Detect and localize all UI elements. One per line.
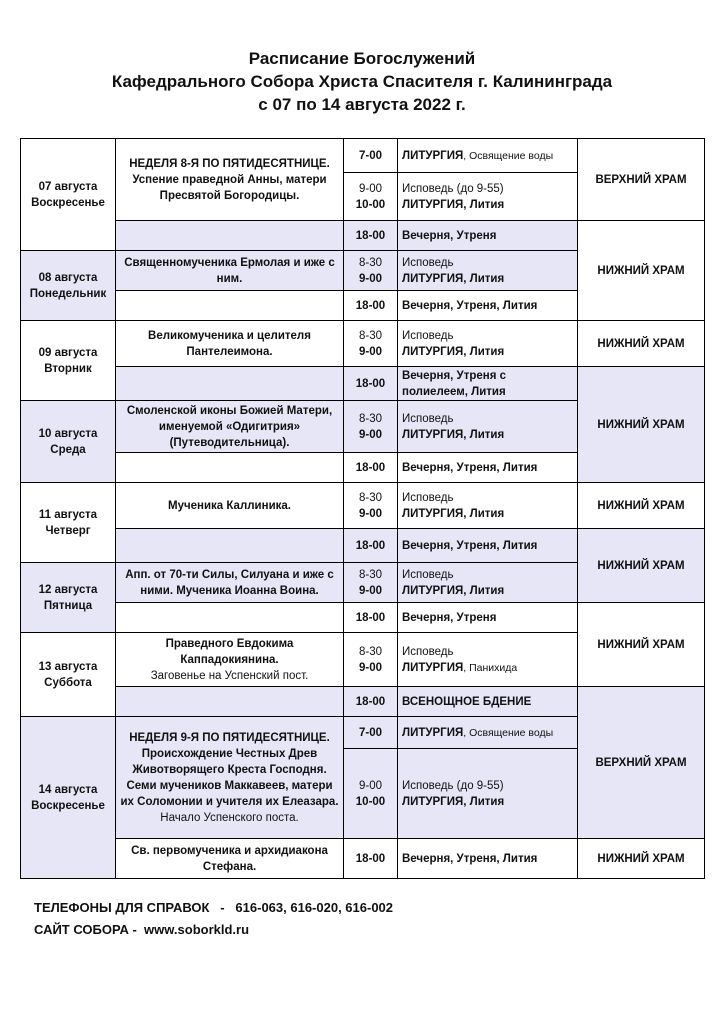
service-line-b: ЛИТУРГИЯ, Лития [402, 345, 505, 358]
day-weekday: Четверг [45, 524, 91, 537]
service-time [344, 563, 398, 603]
place-cell: НИЖНИЙ ХРАМ [578, 839, 705, 879]
site-line: САЙТ СОБОРА - www.soborkld.ru [34, 922, 250, 937]
place-cell: НИЖНИЙ ХРАМ [578, 367, 705, 483]
day-date: 11 августа [38, 508, 98, 521]
feast-note: Заговенье на Успенский пост. [150, 669, 309, 682]
day-date: 12 августа [38, 583, 98, 596]
time-b: 9-00 [358, 507, 383, 520]
service-time: 18-00 [344, 529, 398, 563]
feast-cell: Св. первомученика и архидиакона Стефана. [116, 839, 344, 879]
place-cell: НИЖНИЙ ХРАМ [578, 529, 705, 603]
feast-cell: Великомученика и целителя Пантелеимона. [116, 321, 344, 367]
service-line-b: ЛИТУРГИЯ, Лития [402, 428, 505, 441]
service-time: 18-00 [344, 839, 398, 879]
service-time [344, 321, 398, 367]
service-extra: , Освящение воды [463, 149, 554, 162]
service-line-a: Исповедь [402, 568, 454, 581]
service-title: ЛИТУРГИЯ [402, 661, 464, 674]
place-cell: НИЖНИЙ ХРАМ [578, 603, 705, 687]
phones-line: ТЕЛЕФОНЫ ДЛЯ СПРАВОК - 616-063, 616-020, 616-002 [34, 900, 394, 915]
time-b: 10-00 [355, 795, 386, 808]
title-line-2: Кафедрального Собора Христа Спасителя г. Калининграда [111, 72, 613, 91]
time-b: 9-00 [358, 428, 383, 441]
place-cell: НИЖНИЙ ХРАМ [578, 321, 705, 367]
day-weekday: Суббота [44, 676, 92, 689]
place-cell: ВЕРХНИЙ ХРАМ [578, 139, 705, 221]
day-cell [21, 139, 116, 251]
time-a: 8-30 [358, 491, 383, 504]
day-cell [21, 251, 116, 321]
service-line-a: Исповедь (до 9-55) [402, 182, 504, 195]
feast-text: Происхождение Честных Древ Животворящего Креста Господня. Семи мучеников Маккавеев, матери их Соломонии и учителя их Елеазара. [120, 747, 339, 808]
time-b: 9-00 [358, 584, 383, 597]
feast-cell: Апп. от 70-ти Силы, Силуана и иже с ними. Мученика Иоанна Воина. [116, 563, 344, 603]
feast-text: Праведного Евдокима Каппадокиянина. [165, 637, 294, 666]
feast-cell-empty [116, 687, 344, 717]
day-cell [21, 483, 116, 563]
feast-cell-empty [116, 221, 344, 251]
service-time: 7-00 [344, 139, 398, 173]
day-cell [21, 717, 116, 879]
feast-cell: Смоленской иконы Божией Матери, именуемой «Одигитрия» (Путеводительница). [116, 401, 344, 453]
feast-cell [116, 633, 344, 687]
service-name: Вечерня, Утреня, Лития [398, 453, 578, 483]
service-name [398, 251, 578, 291]
day-weekday: Воскресенье [31, 196, 105, 209]
feast-cell: Мученика Каллиника. [116, 483, 344, 529]
service-line-a: Исповедь [402, 329, 454, 342]
service-time [344, 173, 398, 221]
service-name [398, 401, 578, 453]
service-title: ЛИТУРГИЯ [402, 149, 464, 162]
service-line-a: Исповедь [402, 645, 454, 658]
service-line-b: ЛИТУРГИЯ, Лития [402, 584, 505, 597]
time-a: 9-00 [358, 182, 383, 195]
time-a: 8-30 [358, 256, 383, 269]
feast-title: НЕДЕЛЯ 9-Я ПО ПЯТИДЕСЯТНИЦЕ. [129, 731, 330, 744]
place-cell: НИЖНИЙ ХРАМ [578, 483, 705, 529]
feast-cell-empty [116, 529, 344, 563]
service-name: Вечерня, Утреня, Лития [398, 291, 578, 321]
service-line-a: Исповедь (до 9-55) [402, 779, 504, 792]
footer [34, 897, 393, 941]
service-name: Вечерня, Утреня [398, 221, 578, 251]
time-b: 10-00 [355, 198, 386, 211]
service-name [398, 749, 578, 839]
service-time: 18-00 [344, 291, 398, 321]
day-date: 14 августа [38, 783, 98, 796]
day-date: 09 августа [38, 346, 98, 359]
place-cell: ВЕРХНИЙ ХРАМ [578, 687, 705, 839]
service-line-b: ЛИТУРГИЯ, Лития [402, 795, 505, 808]
service-line-b: ЛИТУРГИЯ, Лития [402, 198, 505, 211]
service-time [344, 401, 398, 453]
service-line-b: ЛИТУРГИЯ, Лития [402, 272, 505, 285]
feast-cell-empty [116, 291, 344, 321]
day-weekday: Понедельник [29, 287, 107, 300]
day-date: 08 августа [38, 271, 98, 284]
service-title: ЛИТУРГИЯ [402, 726, 464, 739]
day-weekday: Пятница [43, 599, 93, 612]
service-time: 18-00 [344, 221, 398, 251]
feast-text: Успение праведной Анны, матери Пресвятой Богородицы. [132, 173, 327, 202]
service-name [398, 717, 578, 749]
time-a: 8-30 [358, 645, 383, 658]
day-date: 13 августа [38, 660, 98, 673]
feast-note: Начало Успенского поста. [160, 811, 299, 824]
service-time: 7-00 [344, 717, 398, 749]
service-line-a: Исповедь [402, 412, 454, 425]
day-weekday: Вторник [44, 362, 92, 375]
service-time: 18-00 [344, 687, 398, 717]
day-cell [21, 633, 116, 717]
service-name: ВСЕНОЩНОЕ БДЕНИЕ [398, 687, 578, 717]
time-a: 9-00 [358, 779, 383, 792]
service-name [398, 563, 578, 603]
service-time [344, 633, 398, 687]
service-name [398, 633, 578, 687]
day-cell [21, 321, 116, 401]
title-line-1: Расписание Богослужений [248, 49, 476, 68]
day-weekday: Воскресенье [31, 799, 105, 812]
feast-cell-empty [116, 453, 344, 483]
feast-cell [116, 139, 344, 221]
service-extra: , Освящение воды [463, 726, 554, 739]
service-time: 18-00 [344, 367, 398, 401]
time-a: 8-30 [358, 412, 383, 425]
place-cell: НИЖНИЙ ХРАМ [578, 221, 705, 321]
service-name [398, 321, 578, 367]
service-name [398, 483, 578, 529]
day-cell [21, 563, 116, 633]
service-name [398, 173, 578, 221]
time-a: 8-30 [358, 329, 383, 342]
title-line-3: с 07 по 14 августа 2022 г. [258, 95, 466, 114]
service-line-a: Исповедь [402, 491, 454, 504]
feast-cell-empty [116, 367, 344, 401]
service-time [344, 749, 398, 839]
day-weekday: Среда [50, 443, 86, 456]
service-name: Вечерня, Утреня, Лития [398, 839, 578, 879]
feast-cell [116, 717, 344, 839]
service-name: Вечерня, Утреня [398, 603, 578, 633]
service-name: Вечерня, Утреня, Лития [398, 529, 578, 563]
day-date: 07 августа [38, 180, 98, 193]
feast-title: НЕДЕЛЯ 8-Я ПО ПЯТИДЕСЯТНИЦЕ. [129, 157, 330, 170]
time-b: 9-00 [358, 272, 383, 285]
service-extra: , Панихида [463, 661, 518, 674]
service-time: 18-00 [344, 603, 398, 633]
service-time [344, 251, 398, 291]
service-name [398, 139, 578, 173]
time-a: 8-30 [358, 568, 383, 581]
schedule-table [20, 138, 705, 879]
day-date: 10 августа [38, 427, 98, 440]
service-name: Вечерня, Утреня с полиелеем, Лития [398, 367, 578, 401]
service-line-a: Исповедь [402, 256, 454, 269]
service-line-b: ЛИТУРГИЯ, Лития [402, 507, 505, 520]
time-b: 9-00 [358, 345, 383, 358]
feast-cell: Священномученика Ермолая и иже с ним. [116, 251, 344, 291]
service-time: 18-00 [344, 453, 398, 483]
time-b: 9-00 [358, 661, 383, 674]
page-title [0, 47, 724, 116]
day-cell [21, 401, 116, 483]
feast-cell-empty [116, 603, 344, 633]
service-time [344, 483, 398, 529]
